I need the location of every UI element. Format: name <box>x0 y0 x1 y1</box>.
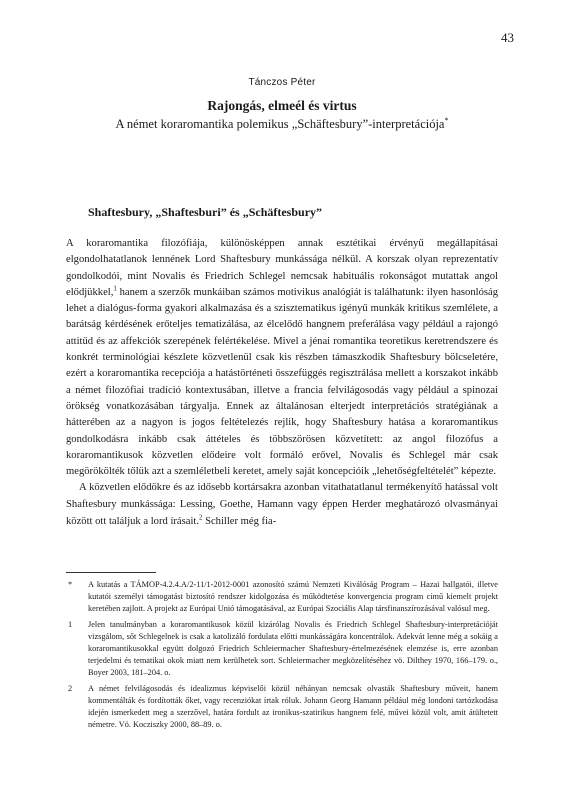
paragraph-2 <box>66 480 498 530</box>
body-text <box>66 236 498 530</box>
footnote-1 <box>66 619 498 680</box>
footnote-ref-2[interactable]: 2 <box>198 514 203 522</box>
footnote-divider <box>66 572 156 573</box>
footnote-mark: 1 <box>68 619 73 629</box>
article-subtitle <box>0 117 564 132</box>
footnote-text: A német felvilágosodás és idealizmus képviselői közül néhányan nemcsak olvasták Shaftesbury műveit, hanem kommentálták és fordították őket, vagy recenziókat írtak róluk. Johann Georg Hamann például még londoni tartózkodása idején ismerkedett meg a szerzővel, határa fordult az ironikus-szatirikus hangnem felé, művei közül volt, amit átültetett németre. Vö. Kocziszky 2000, 88–89. o. <box>88 683 498 730</box>
paragraph-2-text-a: A közvetlen elődökre és az idősebb kortársakra azonban vitathatatlanul termékenyítő hatással volt Shaftesbury munkássága: Lessing, Goethe, Hamann vagy éppen Herder meghatározó olvasmányai között ott találjuk a lord írásait. <box>66 482 498 527</box>
footnote-text: A kutatás a TÁMOP-4.2.4.A/2-11/1-2012-0001 azonosító számú Nemzeti Kiválóság Program – Hazai hallgatói, illetve kutatói személyi támogatást biztosító rendszer kidolgozása és működtetése konvergencia program című kiemelt projekt keretében zajlott. A projekt az Európai Unió támogatásával, az Európai Szociális Alap társfinanszírozásával valósul meg. <box>88 580 498 614</box>
footnote-mark: 2 <box>68 683 73 693</box>
author-name: Tánczos Péter <box>248 77 316 88</box>
article-title: Rajongás, elmeél és virtus <box>207 98 357 113</box>
footnote-text: Jelen tanulmányban a koraromantikusok közül kizárólag Novalis és Friedrich Schlegel Shaftesbury-interpretációját vizsgálom, sőt Schlegelnek is csak a katolizáló fordulata előtti munkásságára koncentrálok. Adekvát lenne még a sokáig a koraromantikusokkal együtt dolgozó Friedrich Schleiermacher Shaftesbury-értelmezésének elemzése is, erre azonban terjedelmi és tematikai okok miatt nem kerülhetek sort. Schleiermacher megközelítéséhez vö. Dilthey 1970, 166–179. o., Boyer 2003, 181–204. o. <box>88 619 498 678</box>
subtitle-footnote-mark: * <box>444 115 449 125</box>
subtitle-text: A német koraromantika polemikus „Schäftesbury”-interpretációja <box>115 117 445 131</box>
footnote-2 <box>66 683 498 732</box>
footnotes <box>66 579 498 734</box>
page-number: 43 <box>501 30 514 45</box>
paragraph-1 <box>66 236 498 480</box>
paragraph-1-text-b: hanem a szerzők munkáiban számos motivikus analógiát is találhatunk: ilyen hasonlóság lehet a dialógus-forma gyakori alkalmazása és a szisztematikus igényű munkák kritikus szemlélete, a barátság kérdésének erőteljes tematizálása, az élcelődő hangnem preferálása vagy például a rajongó attitűd és az affekciók szerepének felértékelése. Mivel a jénai romantika teoretikus keretrendszere és konkrét terminológiai készlete közvetlenül csak kis részben támaszkodik Shaftesbury bölcseletére, ezért a koraromantika recepciója a hatástörténeti összefüggés regisztrálása mellett a korszakot inkább a német filozófiai tradíció kontextusában, illetve a francia felvilágosodás vagy például a spinozai örökség vonatkozásában tárgyalja. Ennek az általánosan elterjedt interpretációs stratégiának a hátterében az a nagyon is jogos feltételezés rejlik, hogy Shaftesbury hatása a koraromantikus gondolkodásra inkább csak áttételes és többszörösen közvetített: az angol filozófus a koraromantikusok közvetlen elődeire volt formáló erővel, Novalis és Schlegel már csak megörökölték tőlük azt a szemléletbeli keretet, amely saját koncepcióik „lehetőségfeltételét” képezte. <box>66 286 498 478</box>
section-heading: Shaftesbury, „Shaftesburi” és „Schäftesbury” <box>88 205 323 219</box>
footnote-star <box>66 579 498 616</box>
paragraph-1-text-a: A koraromantika filozófiája, különösképpen annak esztétikai érvényű megállapításai elgondolhatatlanok lennének Lord Shaftesbury munkássága nélkül. A korszak olyan reprezentatív gondolkodói, mint Novalis és Friedrich Schlegel nemcsak habituális rokonságot mutattak angol elődjükkel, <box>66 238 498 298</box>
paragraph-2-text-b: Schiller még fia- <box>202 515 277 527</box>
footnote-mark: * <box>68 580 73 589</box>
footnote-ref-1[interactable]: 1 <box>113 285 117 293</box>
